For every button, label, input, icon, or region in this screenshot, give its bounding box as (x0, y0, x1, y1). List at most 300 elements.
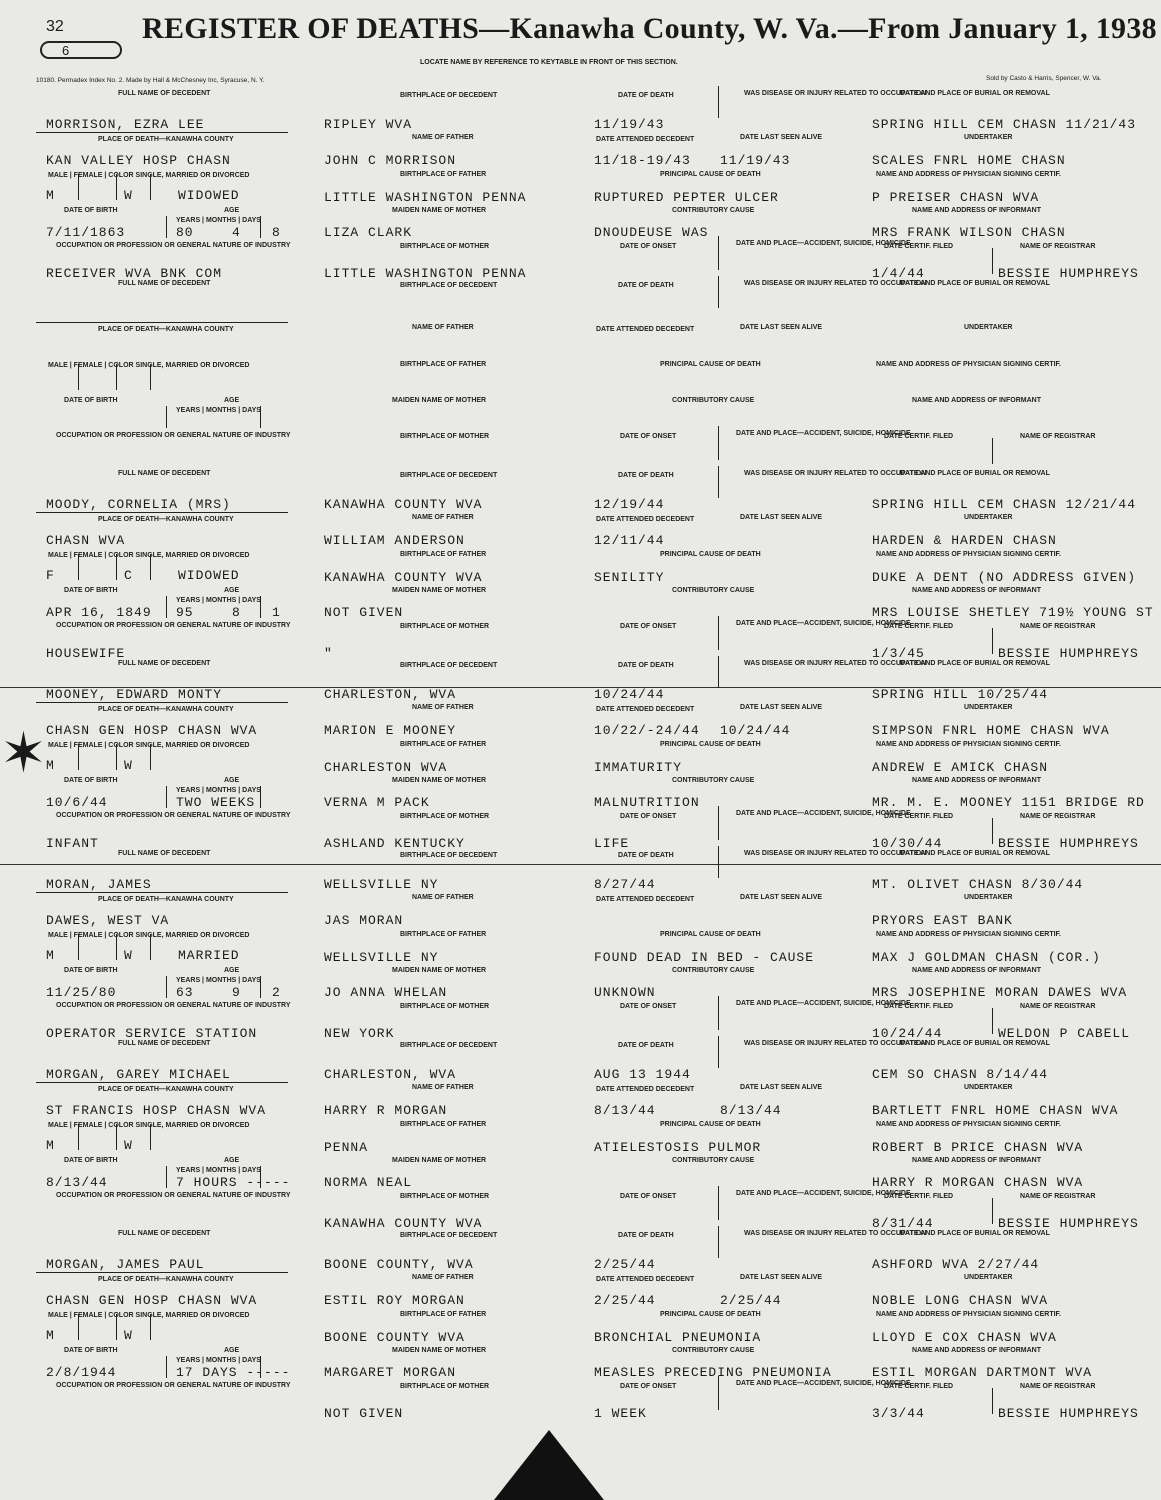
age-label: AGE (224, 207, 240, 214)
father-birthplace: LITTLE WASHINGTON PENNA (324, 190, 527, 205)
date-certif-filed: 1/4/44 (872, 266, 925, 281)
physician-label: NAME AND ADDRESS OF PHYSICIAN SIGNING CERTIF. (876, 1311, 1061, 1318)
date-of-death: 12/19/44 (594, 497, 665, 512)
age-label: AGE (224, 777, 240, 784)
birthplace: CHARLESTON, WVA (324, 1067, 457, 1082)
column-divider (718, 1376, 719, 1410)
undertaker-label: UNDERTAKER (964, 324, 1013, 331)
column-divider (166, 1356, 167, 1378)
burial-label: DATE AND PLACE OF BURIAL OR REMOVAL (900, 90, 1050, 97)
date-of-onset-label: DATE OF ONSET (620, 623, 677, 630)
place-of-death: ST FRANCIS HOSP CHASN WVA (46, 1103, 267, 1118)
full-name-label: FULL NAME OF DECEDENT (118, 660, 211, 667)
father-birthplace-label: BIRTHPLACE OF FATHER (400, 551, 487, 558)
physician: LLOYD E COX CHASN WVA (872, 1330, 1057, 1345)
accident-label: DATE AND PLACE—ACCIDENT, SUICIDE, HOMICIDE (736, 1190, 911, 1197)
color-value: W (124, 758, 133, 773)
date-of-onset-label: DATE OF ONSET (620, 1193, 677, 1200)
mother-birthplace-label: BIRTHPLACE OF MOTHER (400, 1003, 490, 1010)
column-divider (78, 1314, 79, 1340)
informant: ESTIL MORGAN DARTMONT WVA (872, 1365, 1093, 1380)
physician: MAX J GOLDMAN CHASN (COR.) (872, 950, 1101, 965)
principal-cause-label: PRINCIPAL CAUSE OF DEATH (660, 931, 761, 938)
place-of-death-label: PLACE OF DEATH—KANAWHA COUNTY (98, 1276, 234, 1283)
full-name-label: FULL NAME OF DECEDENT (118, 90, 211, 97)
age-units-label: YEARS | MONTHS | DAYS (176, 407, 261, 414)
physician: P PREISER CHASN WVA (872, 190, 1040, 205)
father-label: NAME OF FATHER (412, 704, 474, 711)
age-units-label: YEARS | MONTHS | DAYS (176, 787, 261, 794)
mother-name: MARGARET MORGAN (324, 1365, 457, 1380)
mother-name: VERNA M PACK (324, 795, 430, 810)
father-label: NAME OF FATHER (412, 894, 474, 901)
burial-label: DATE AND PLACE OF BURIAL OR REMOVAL (900, 1040, 1050, 1047)
date-of-death-label: DATE OF DEATH (618, 662, 674, 669)
informant-label: NAME AND ADDRESS OF INFORMANT (912, 587, 1041, 594)
occupation-related-label: WAS DISEASE OR INJURY RELATED TO OCCUPATION (744, 1040, 927, 1047)
father-birthplace: BOONE COUNTY WVA (324, 1330, 465, 1345)
principal-cause: IMMATURITY (594, 760, 683, 775)
sex-value: F (46, 568, 55, 583)
age-units-label: YEARS | MONTHS | DAYS (176, 217, 261, 224)
column-divider (166, 1166, 167, 1188)
column-divider (992, 628, 993, 654)
date-of-birth: 10/6/44 (46, 795, 108, 810)
principal-cause-label: PRINCIPAL CAUSE OF DEATH (660, 1311, 761, 1318)
father-birthplace: PENNA (324, 1140, 369, 1155)
undertaker: HARDEN & HARDEN CHASN (872, 533, 1057, 548)
accident-label: DATE AND PLACE—ACCIDENT, SUICIDE, HOMICIDE (736, 240, 911, 247)
father-name: HARRY R MORGAN (324, 1103, 448, 1118)
date-of-birth: 11/25/80 (46, 985, 117, 1000)
column-divider (150, 744, 151, 770)
column-divider (992, 818, 993, 844)
burial-label: DATE AND PLACE OF BURIAL OR REMOVAL (900, 470, 1050, 477)
contributory-cause-label: CONTRIBUTORY CAUSE (672, 1347, 755, 1354)
birthplace: RIPLEY WVA (324, 117, 413, 132)
registrar-name: BESSIE HUMPHREYS (998, 836, 1139, 851)
physician-label: NAME AND ADDRESS OF PHYSICIAN SIGNING CERTIF. (876, 931, 1061, 938)
mother-birthplace: NOT GIVEN (324, 1406, 404, 1421)
date-of-onset-label: DATE OF ONSET (620, 1383, 677, 1390)
full-name-label: FULL NAME OF DECEDENT (118, 470, 211, 477)
age-months: 4 (232, 225, 241, 240)
registrar-label: NAME OF REGISTRAR (1020, 1193, 1096, 1200)
date-attended-label: DATE ATTENDED DECEDENT (596, 516, 695, 523)
birthplace-label: BIRTHPLACE OF DECEDENT (400, 852, 498, 859)
date-of-birth: 7/11/1863 (46, 225, 126, 240)
contributory-cause: MALNUTRITION (594, 795, 700, 810)
father-label: NAME OF FATHER (412, 1274, 474, 1281)
date-certif-filed: 10/24/44 (872, 1026, 943, 1041)
date-last-seen-label: DATE LAST SEEN ALIVE (740, 514, 823, 521)
occupation-related-label: WAS DISEASE OR INJURY RELATED TO OCCUPATION (744, 470, 927, 477)
column-divider (718, 616, 719, 650)
date-certif-label: DATE CERTIF. FILED (884, 243, 954, 250)
column-divider (150, 934, 151, 960)
column-divider (992, 1198, 993, 1224)
father-label: NAME OF FATHER (412, 134, 474, 141)
mother-birthplace: ASHLAND KENTUCKY (324, 836, 465, 851)
father-birthplace-label: BIRTHPLACE OF FATHER (400, 361, 487, 368)
column-divider (718, 656, 719, 688)
registrar-label: NAME OF REGISTRAR (1020, 433, 1096, 440)
informant: MRS JOSEPHINE MORAN DAWES WVA (872, 985, 1128, 1000)
sex-value: M (46, 188, 55, 203)
registrar-label: NAME OF REGISTRAR (1020, 1383, 1096, 1390)
place-of-death-label: PLACE OF DEATH—KANAWHA COUNTY (98, 706, 234, 713)
informant-label: NAME AND ADDRESS OF INFORMANT (912, 1347, 1041, 1354)
color-value: W (124, 948, 133, 963)
column-divider (116, 364, 117, 390)
undertaker: BARTLETT FNRL HOME CHASN WVA (872, 1103, 1119, 1118)
birthplace: CHARLESTON, WVA (324, 687, 457, 702)
informant-label: NAME AND ADDRESS OF INFORMANT (912, 207, 1041, 214)
column-divider (166, 406, 167, 428)
mother-birthplace: KANAWHA COUNTY WVA (324, 1216, 483, 1231)
column-divider (116, 744, 117, 770)
name-underline (36, 322, 288, 323)
date-certif-label: DATE CERTIF. FILED (884, 1193, 954, 1200)
name-underline (36, 512, 288, 513)
mother-name: LIZA CLARK (324, 225, 413, 240)
birthplace-label: BIRTHPLACE OF DECEDENT (400, 1042, 498, 1049)
decedent-name: MORGAN, GAREY MICHAEL (46, 1067, 231, 1082)
mother-label: MAIDEN NAME OF MOTHER (392, 587, 487, 594)
date-attended-label: DATE ATTENDED DECEDENT (596, 326, 695, 333)
father-birthplace-label: BIRTHPLACE OF FATHER (400, 171, 487, 178)
birthplace-label: BIRTHPLACE OF DECEDENT (400, 1232, 498, 1239)
date-last-seen: 8/13/44 (720, 1103, 782, 1118)
occupation: INFANT (46, 836, 99, 851)
column-divider (166, 216, 167, 238)
column-divider (166, 786, 167, 808)
place-of-death: CHASN GEN HOSP CHASN WVA (46, 723, 258, 738)
informant-label: NAME AND ADDRESS OF INFORMANT (912, 1157, 1041, 1164)
accident-label: DATE AND PLACE—ACCIDENT, SUICIDE, HOMICIDE (736, 1380, 911, 1387)
column-divider (116, 554, 117, 580)
accident-label: DATE AND PLACE—ACCIDENT, SUICIDE, HOMICIDE (736, 1000, 911, 1007)
mother-label: MAIDEN NAME OF MOTHER (392, 397, 487, 404)
occupation-label: OCCUPATION OR PROFESSION OR GENERAL NATURE OF INDUSTRY (56, 1382, 291, 1389)
age-months: 8 (232, 605, 241, 620)
seller-note: Sold by Casto & Harris, Spencer, W. Va. (986, 75, 1102, 82)
occupation-related-label: WAS DISEASE OR INJURY RELATED TO OCCUPATION (744, 850, 927, 857)
sex-color-status-label: MALE | FEMALE | COLOR SINGLE, MARRIED OR DIVORCED (48, 742, 250, 749)
contributory-cause-label: CONTRIBUTORY CAUSE (672, 967, 755, 974)
mother-label: MAIDEN NAME OF MOTHER (392, 1157, 487, 1164)
date-certif-filed: 10/30/44 (872, 836, 943, 851)
date-of-birth-label: DATE OF BIRTH (64, 207, 118, 214)
sex-color-status-label: MALE | FEMALE | COLOR SINGLE, MARRIED OR DIVORCED (48, 1312, 250, 1319)
principal-cause-label: PRINCIPAL CAUSE OF DEATH (660, 361, 761, 368)
place-of-death-label: PLACE OF DEATH—KANAWHA COUNTY (98, 516, 234, 523)
place-of-death-label: PLACE OF DEATH—KANAWHA COUNTY (98, 136, 234, 143)
date-of-onset-label: DATE OF ONSET (620, 1003, 677, 1010)
column-divider (78, 934, 79, 960)
burial-label: DATE AND PLACE OF BURIAL OR REMOVAL (900, 850, 1050, 857)
undertaker: SCALES FNRL HOME CHASN (872, 153, 1066, 168)
burial-place: SPRING HILL CEM CHASN 12/21/44 (872, 497, 1137, 512)
burial-place: ASHFORD WVA 2/27/44 (872, 1257, 1040, 1272)
date-attended: 8/13/44 (594, 1103, 656, 1118)
informant-label: NAME AND ADDRESS OF INFORMANT (912, 967, 1041, 974)
place-of-death-label: PLACE OF DEATH—KANAWHA COUNTY (98, 1086, 234, 1093)
principal-cause-label: PRINCIPAL CAUSE OF DEATH (660, 171, 761, 178)
age-years: 80 (176, 225, 194, 240)
occupation-label: OCCUPATION OR PROFESSION OR GENERAL NATURE OF INDUSTRY (56, 1002, 291, 1009)
date-certif-label: DATE CERTIF. FILED (884, 623, 954, 630)
registrar-name: BESSIE HUMPHREYS (998, 266, 1139, 281)
burial-label: DATE AND PLACE OF BURIAL OR REMOVAL (900, 660, 1050, 667)
star-mark-icon: ✶ (0, 721, 47, 784)
date-last-seen-label: DATE LAST SEEN ALIVE (740, 704, 823, 711)
date-certif-label: DATE CERTIF. FILED (884, 1383, 954, 1390)
date-of-death: 8/27/44 (594, 877, 656, 892)
decedent-name: MOODY, CORNELIA (MRS) (46, 497, 231, 512)
date-of-birth-label: DATE OF BIRTH (64, 397, 118, 404)
sex-color-status-label: MALE | FEMALE | COLOR SINGLE, MARRIED OR DIVORCED (48, 1122, 250, 1129)
date-of-death-label: DATE OF DEATH (618, 472, 674, 479)
date-of-onset-label: DATE OF ONSET (620, 243, 677, 250)
date-attended-label: DATE ATTENDED DECEDENT (596, 1086, 695, 1093)
column-divider (150, 554, 151, 580)
contributory-cause: MEASLES PRECEDING PNEUMONIA (594, 1365, 832, 1380)
column-divider (992, 438, 993, 464)
date-last-seen-label: DATE LAST SEEN ALIVE (740, 134, 823, 141)
age-days: 1 (272, 605, 281, 620)
principal-cause-label: PRINCIPAL CAUSE OF DEATH (660, 551, 761, 558)
sex-value: M (46, 948, 55, 963)
occupation-related-label: WAS DISEASE OR INJURY RELATED TO OCCUPATION (744, 280, 927, 287)
age-label: AGE (224, 967, 240, 974)
father-name: MARION E MOONEY (324, 723, 457, 738)
physician-label: NAME AND ADDRESS OF PHYSICIAN SIGNING CERTIF. (876, 1121, 1061, 1128)
age-units-label: YEARS | MONTHS | DAYS (176, 597, 261, 604)
occupation: RECEIVER WVA BNK COM (46, 266, 223, 281)
column-divider (150, 364, 151, 390)
father-label: NAME OF FATHER (412, 324, 474, 331)
column-divider (992, 248, 993, 274)
registrar-label: NAME OF REGISTRAR (1020, 623, 1096, 630)
accident-label: DATE AND PLACE—ACCIDENT, SUICIDE, HOMICIDE (736, 430, 911, 437)
place-of-death-label: PLACE OF DEATH—KANAWHA COUNTY (98, 326, 234, 333)
color-value: C (124, 568, 133, 583)
occupation-related-label: WAS DISEASE OR INJURY RELATED TO OCCUPATION (744, 90, 927, 97)
column-divider (260, 596, 261, 618)
column-divider (78, 364, 79, 390)
informant: MRS LOUISE SHETLEY 719½ YOUNG ST (872, 605, 1154, 620)
date-of-death-label: DATE OF DEATH (618, 1042, 674, 1049)
informant: HARRY R MORGAN CHASN WVA (872, 1175, 1084, 1190)
marital-status: WIDOWED (178, 188, 240, 203)
column-divider (78, 554, 79, 580)
registrar-label: NAME OF REGISTRAR (1020, 813, 1096, 820)
column-divider (718, 1226, 719, 1258)
birthplace-label: BIRTHPLACE OF DECEDENT (400, 92, 498, 99)
date-of-death-label: DATE OF DEATH (618, 92, 674, 99)
column-divider (260, 786, 261, 808)
father-birthplace-label: BIRTHPLACE OF FATHER (400, 931, 487, 938)
physician: ROBERT B PRICE CHASN WVA (872, 1140, 1084, 1155)
physician: ANDREW E AMICK CHASN (872, 760, 1049, 775)
date-of-birth-label: DATE OF BIRTH (64, 587, 118, 594)
date-of-onset-label: DATE OF ONSET (620, 433, 677, 440)
date-attended: 2/25/44 (594, 1293, 656, 1308)
column-divider (78, 1124, 79, 1150)
birthplace-label: BIRTHPLACE OF DECEDENT (400, 472, 498, 479)
date-last-seen-label: DATE LAST SEEN ALIVE (740, 894, 823, 901)
registrar-name: WELDON P CABELL (998, 1026, 1131, 1041)
sex-color-status-label: MALE | FEMALE | COLOR SINGLE, MARRIED OR DIVORCED (48, 552, 250, 559)
sex-value: M (46, 758, 55, 773)
name-underline (36, 702, 288, 703)
principal-cause: ATIELESTOSIS PULMOR (594, 1140, 762, 1155)
place-of-death-label: PLACE OF DEATH—KANAWHA COUNTY (98, 896, 234, 903)
sex-color-status-label: MALE | FEMALE | COLOR SINGLE, MARRIED OR DIVORCED (48, 362, 250, 369)
mother-birthplace-label: BIRTHPLACE OF MOTHER (400, 813, 490, 820)
burial-place: CEM SO CHASN 8/14/44 (872, 1067, 1049, 1082)
place-of-death: CHASN WVA (46, 533, 126, 548)
date-of-birth: 8/13/44 (46, 1175, 108, 1190)
date-attended-label: DATE ATTENDED DECEDENT (596, 136, 695, 143)
informant: MR. M. E. MOONEY 1151 BRIDGE RD (872, 795, 1145, 810)
physician-label: NAME AND ADDRESS OF PHYSICIAN SIGNING CERTIF. (876, 361, 1061, 368)
date-of-birth-label: DATE OF BIRTH (64, 1347, 118, 1354)
principal-cause: RUPTURED PEPTER ULCER (594, 190, 779, 205)
occupation-label: OCCUPATION OR PROFESSION OR GENERAL NATURE OF INDUSTRY (56, 812, 291, 819)
burial-label: DATE AND PLACE OF BURIAL OR REMOVAL (900, 280, 1050, 287)
mother-birthplace: NEW YORK (324, 1026, 395, 1041)
registrar-name: BESSIE HUMPHREYS (998, 1216, 1139, 1231)
column-divider (992, 1388, 993, 1414)
principal-cause: SENILITY (594, 570, 665, 585)
principal-cause-label: PRINCIPAL CAUSE OF DEATH (660, 741, 761, 748)
mother-name: NORMA NEAL (324, 1175, 413, 1190)
mother-label: MAIDEN NAME OF MOTHER (392, 967, 487, 974)
contributory-cause: DNOUDEUSE WAS (594, 225, 709, 240)
physician: DUKE A DENT (NO ADDRESS GIVEN) (872, 570, 1137, 585)
undertaker: PRYORS EAST BANK (872, 913, 1013, 928)
contributory-cause-label: CONTRIBUTORY CAUSE (672, 777, 755, 784)
date-of-death-label: DATE OF DEATH (618, 852, 674, 859)
mother-birthplace-label: BIRTHPLACE OF MOTHER (400, 1193, 490, 1200)
father-name: WILLIAM ANDERSON (324, 533, 465, 548)
column-divider (718, 236, 719, 270)
age-months: 9 (232, 985, 241, 1000)
age-years: 95 (176, 605, 194, 620)
principal-cause: FOUND DEAD IN BED - CAUSE (594, 950, 815, 965)
color-value: W (124, 1138, 133, 1153)
column-divider (718, 1036, 719, 1068)
birthplace: WELLSVILLE NY (324, 877, 439, 892)
age-years: 7 HOURS ----- (176, 1175, 291, 1190)
registrar-name: BESSIE HUMPHREYS (998, 1406, 1139, 1421)
mother-birthplace-label: BIRTHPLACE OF MOTHER (400, 243, 490, 250)
age-units-label: YEARS | MONTHS | DAYS (176, 1167, 261, 1174)
date-of-birth-label: DATE OF BIRTH (64, 1157, 118, 1164)
occupation-label: OCCUPATION OR PROFESSION OR GENERAL NATURE OF INDUSTRY (56, 432, 291, 439)
birthplace: BOONE COUNTY, WVA (324, 1257, 474, 1272)
father-birthplace: KANAWHA COUNTY WVA (324, 570, 483, 585)
sex-value: M (46, 1138, 55, 1153)
page-corner-shadow (494, 1430, 604, 1500)
age-label: AGE (224, 1157, 240, 1164)
mother-birthplace-label: BIRTHPLACE OF MOTHER (400, 433, 490, 440)
mother-birthplace: " (324, 646, 333, 661)
date-last-seen: 10/24/44 (720, 723, 791, 738)
date-of-death: AUG 13 1944 (594, 1067, 691, 1082)
mother-birthplace-label: BIRTHPLACE OF MOTHER (400, 623, 490, 630)
occupation-label: OCCUPATION OR PROFESSION OR GENERAL NATURE OF INDUSTRY (56, 622, 291, 629)
place-of-death: CHASN GEN HOSP CHASN WVA (46, 1293, 258, 1308)
decedent-name: MOONEY, EDWARD MONTY (46, 687, 223, 702)
name-underline (36, 892, 288, 893)
birthplace: KANAWHA COUNTY WVA (324, 497, 483, 512)
full-name-label: FULL NAME OF DECEDENT (118, 1230, 211, 1237)
father-name: ESTIL ROY MORGAN (324, 1293, 465, 1308)
mother-label: MAIDEN NAME OF MOTHER (392, 1347, 487, 1354)
column-divider (718, 1186, 719, 1220)
age-units-label: YEARS | MONTHS | DAYS (176, 1357, 261, 1364)
accident-label: DATE AND PLACE—ACCIDENT, SUICIDE, HOMICIDE (736, 620, 911, 627)
father-birthplace-label: BIRTHPLACE OF FATHER (400, 1121, 487, 1128)
column-divider (260, 216, 261, 238)
date-of-onset-label: DATE OF ONSET (620, 813, 677, 820)
date-certif-filed: 8/31/44 (872, 1216, 934, 1231)
column-divider (116, 934, 117, 960)
column-divider (150, 1124, 151, 1150)
date-last-seen-label: DATE LAST SEEN ALIVE (740, 1274, 823, 1281)
column-divider (116, 1124, 117, 1150)
burial-label: DATE AND PLACE OF BURIAL OR REMOVAL (900, 1230, 1050, 1237)
date-last-seen: 11/19/43 (720, 153, 791, 168)
column-divider (150, 1314, 151, 1340)
undertaker-label: UNDERTAKER (964, 704, 1013, 711)
column-divider (718, 996, 719, 1030)
column-divider (166, 596, 167, 618)
page-subtitle: LOCATE NAME BY REFERENCE TO KEYTABLE IN FRONT OF THIS SECTION. (420, 59, 678, 66)
date-of-death: 2/25/44 (594, 1257, 656, 1272)
informant: MRS FRANK WILSON CHASN (872, 225, 1066, 240)
occupation: HOUSEWIFE (46, 646, 126, 661)
occupation-related-label: WAS DISEASE OR INJURY RELATED TO OCCUPATION (744, 660, 927, 667)
mother-name: NOT GIVEN (324, 605, 404, 620)
column-divider (718, 846, 719, 878)
undertaker-label: UNDERTAKER (964, 514, 1013, 521)
father-label: NAME OF FATHER (412, 1084, 474, 1091)
occupation-related-label: WAS DISEASE OR INJURY RELATED TO OCCUPATION (744, 1230, 927, 1237)
date-of-birth: 2/8/1944 (46, 1365, 117, 1380)
date-of-onset: 1 WEEK (594, 1406, 647, 1421)
column-divider (718, 466, 719, 498)
principal-cause: BRONCHIAL PNEUMONIA (594, 1330, 762, 1345)
date-of-birth: APR 16, 1849 (46, 605, 152, 620)
full-name-label: FULL NAME OF DECEDENT (118, 1040, 211, 1047)
informant-label: NAME AND ADDRESS OF INFORMANT (912, 397, 1041, 404)
sex-color-status-label: MALE | FEMALE | COLOR SINGLE, MARRIED OR DIVORCED (48, 932, 250, 939)
physician-label: NAME AND ADDRESS OF PHYSICIAN SIGNING CERTIF. (876, 171, 1061, 178)
accident-label: DATE AND PLACE—ACCIDENT, SUICIDE, HOMICIDE (736, 810, 911, 817)
principal-cause-label: PRINCIPAL CAUSE OF DEATH (660, 1121, 761, 1128)
contributory-cause-label: CONTRIBUTORY CAUSE (672, 587, 755, 594)
date-certif-filed: 1/3/45 (872, 646, 925, 661)
burial-place: SPRING HILL CEM CHASN 11/21/43 (872, 117, 1137, 132)
column-divider (992, 1008, 993, 1034)
physician-label: NAME AND ADDRESS OF PHYSICIAN SIGNING CERTIF. (876, 741, 1061, 748)
volume-number: 6 (40, 41, 122, 59)
date-certif-label: DATE CERTIF. FILED (884, 433, 954, 440)
